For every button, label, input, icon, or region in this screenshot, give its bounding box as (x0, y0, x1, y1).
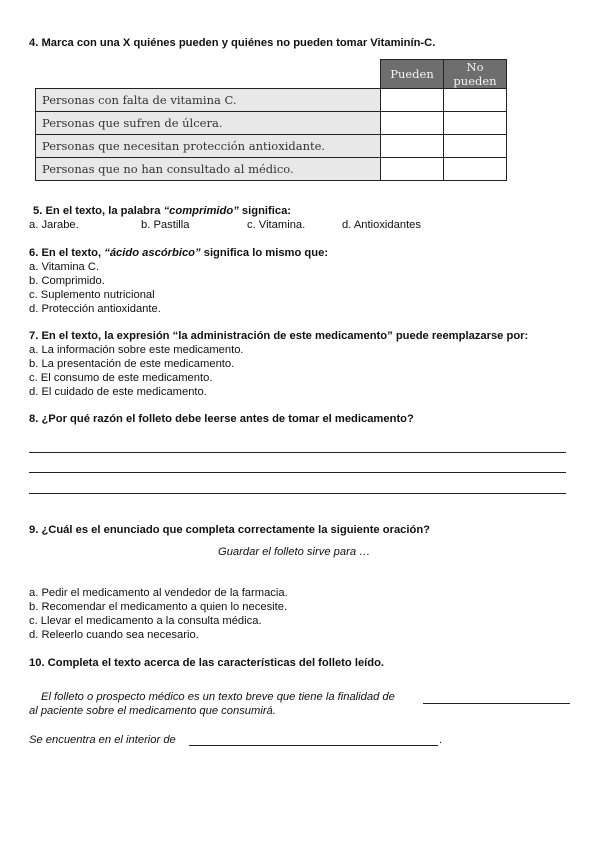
q6-option-a[interactable]: a. Vitamina C. (29, 261, 100, 273)
q5-term: “comprimido” (163, 205, 239, 217)
q8-answer-line-2[interactable] (29, 472, 566, 473)
q6-suffix: significa lo mismo que: (200, 247, 329, 259)
q5-option-c[interactable]: c. Vitamina. (247, 219, 306, 231)
q5-option-a[interactable]: a. Jarabe. (29, 219, 79, 231)
q6-prefix: 6. En el texto, (29, 247, 105, 259)
q10-blank-2[interactable] (189, 745, 438, 746)
q8-answer-line-1[interactable] (29, 452, 566, 453)
q10-line-1-text: El folleto o prospecto médico es un texto breve que tiene la finalidad de (41, 691, 395, 703)
q9-option-c[interactable]: c. Llevar el medicamento a la consulta médica. (29, 615, 262, 627)
q4-header-empty (36, 60, 381, 89)
table-row (36, 158, 507, 181)
q5-prefix: 5. En el texto, la palabra (33, 205, 164, 217)
q9-option-b[interactable]: b. Recomendar el medicamento a quien lo necesite. (29, 601, 288, 613)
q4-title: 4. Marca con una X quiénes pueden y quiénes no pueden tomar Vitaminín-C. (29, 37, 436, 49)
q4-checkbox-no[interactable] (444, 112, 507, 135)
table-row (36, 135, 507, 158)
q4-row-label: Personas que sufren de úlcera. (36, 112, 381, 135)
q4-row-label: Personas que no han consultado al médico. (36, 158, 381, 181)
q7-title: 7. En el texto, la expresión “la administración de este medicamento” puede reemplazarse por: (29, 330, 529, 342)
q9-sentence: Guardar el folleto sirve para … (218, 546, 371, 558)
q4-row-label: Personas con falta de vitamina C. (36, 89, 381, 112)
q7-option-d[interactable]: d. El cuidado de este medicamento. (29, 386, 207, 398)
q9-option-a[interactable]: a. Pedir el medicamento al vendedor de la farmacia. (29, 587, 288, 599)
q5-title (33, 204, 291, 218)
q5-suffix: significa: (238, 205, 292, 217)
q6-option-d[interactable]: d. Protección antioxidante. (29, 303, 161, 315)
q7-options (29, 343, 244, 399)
q4-header-row (36, 60, 507, 89)
q4-checkbox-yes[interactable] (381, 135, 444, 158)
q4-checkbox-yes[interactable] (381, 158, 444, 181)
q4-col-yes: Pueden (381, 60, 444, 89)
q7-option-c[interactable]: c. El consumo de este medicamento. (29, 372, 213, 384)
q4-checkbox-no[interactable] (444, 89, 507, 112)
q6-term: “ácido ascórbico” (104, 247, 201, 259)
q10-line-3-text: Se encuentra en el interior de (29, 734, 176, 746)
q4-row-label: Personas que necesitan protección antioxidante. (36, 135, 381, 158)
q8-title: 8. ¿Por qué razón el folleto debe leerse antes de tomar el medicamento? (29, 413, 414, 425)
q6-options (29, 260, 161, 316)
q9-option-d[interactable]: d. Releerlo cuando sea necesario. (29, 629, 199, 641)
q10-line-2: al paciente sobre el medicamento que consumirá. (29, 705, 276, 717)
q10-line-1 (41, 690, 395, 704)
q10-line-3-end: . (439, 734, 443, 746)
q9-title: 9. ¿Cuál es el enunciado que completa correctamente la siguiente oración? (29, 524, 430, 536)
q6-title (29, 246, 328, 260)
q7-option-b[interactable]: b. La presentación de este medicamento. (29, 358, 235, 370)
q8-answer-line-3[interactable] (29, 493, 566, 494)
q6-option-c[interactable]: c. Suplemento nutricional (29, 289, 155, 301)
q4-col-no: No pueden (444, 60, 507, 89)
q5-option-d[interactable]: d. Antioxidantes (342, 219, 421, 231)
q4-table (35, 59, 507, 181)
q5-option-b[interactable]: b. Pastilla (141, 219, 190, 231)
table-row (36, 89, 507, 112)
table-row (36, 112, 507, 135)
q4-checkbox-no[interactable] (444, 158, 507, 181)
q6-option-b[interactable]: b. Comprimido. (29, 275, 105, 287)
q4-checkbox-yes[interactable] (381, 89, 444, 112)
q4-checkbox-yes[interactable] (381, 112, 444, 135)
q10-blank-1[interactable] (423, 703, 570, 704)
q4-checkbox-no[interactable] (444, 135, 507, 158)
q10-title: 10. Completa el texto acerca de las características del folleto leído. (29, 657, 385, 669)
q9-options (29, 586, 288, 642)
q10-line-3 (29, 733, 176, 747)
q7-option-a[interactable]: a. La información sobre este medicamento. (29, 344, 244, 356)
